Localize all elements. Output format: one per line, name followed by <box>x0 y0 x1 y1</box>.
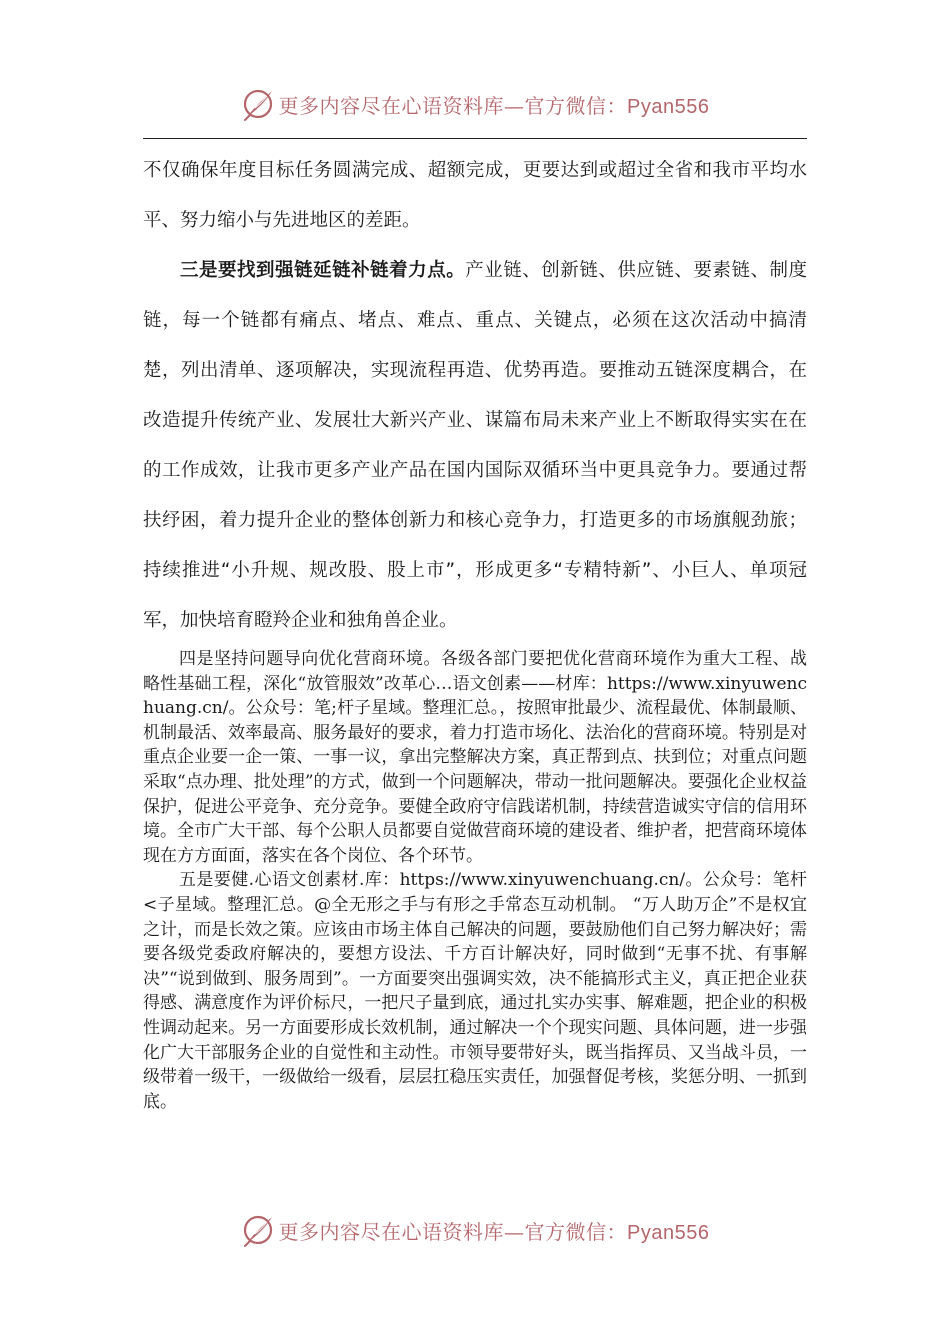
main-content-upper <box>143 146 807 646</box>
paragraph-3: 四是坚持问题导向优化营商环境。各级各部门要把优化营商环境作为重大工程、战略性基础工程，深化“放管服效”改革心…语文创素——材库：https://www.xinyuwenchuang.cn/。公众号：笔;杆子星域。整理汇总。，按照审批最少、流程最优、体制最顺、机制最活、效率最高、服务最好的要求，着力打造市场化、法治化的营商环境。特别是对重点企业要一企一策、一事一议，拿出完整解决方案，真正帮到点、扶到位；对重点问题采取“点办理、批处理”的方式，做到一个问题解决，带动一批问题解决。要强化企业权益保护，促进公平竞争、充分竞争。要健全政府守信践诺机制，持续营造诚实守信的信用环境。全市广大干部、每个公职人员都要自觉做营商环境的建设者、维护者，把营商环境体现在方方面面，落实在各个岗位、各个环节。 <box>143 649 807 866</box>
paragraph-2-text: 产业链、创新链、供应链、要素链、制度链，每一个链都有痛点、堵点、难点、重点、关键点，必须在这次活动中搞清楚，列出清单、逐项解决，实现流程再造、优势再造。要推动五链深度耦合，在改造提升传统产业、发展壮大新兴产业、谋篇布局未来产业上不断取得实实在在的工作成效，让我市更多产业产品在国内国际双循环当中更具竞争力。要通过帮扶纾困，着力提升企业的整体创新力和核心竞争力，打造更多的市场旗舰劲旅；持续推进“小升规、规改股、股上市”，形成更多“专精特新”、小巨人、单项冠军，加快培育瞪羚企业和独角兽企业。 <box>143 260 807 631</box>
header-banner <box>0 84 950 124</box>
footer-banner <box>0 1210 950 1250</box>
paragraph-2 <box>143 246 807 646</box>
paragraph-4: 五是要健.心语文创素材.库：https://www.xinyuwenchuang.cn/。公众号：笔杆<子星域。整理汇总。@全无形之手与有形之手常态互动机制。 “万人助万企”不是权宜之计，而是长效之策。应该由市场主体自己解决的问题，要鼓励他们自己努力解决好；需要各级党委政府解决的，要想方设法、千方百计解决好，同时做到“无事不扰、有事解决”“说到做到、服务周到”。一方面要突出强调实效，决不能搞形式主义，真正把企业获得感、满意度作为评价标尺，一把尺子量到底，通过扎实办实事、解难题，把企业的积极性调动起来。另一方面要形成长效机制，通过解决一个个现实问题、具体问题，进一步强化广大干部服务企业的自觉性和主动性。市领导要带好头，既当指挥员、又当战斗员，一级带着一级干，一级做给一级看，层层扛稳压实责任，加强督促考核，奖惩分明、一抓到底。 <box>143 870 807 1112</box>
header-divider <box>143 138 807 139</box>
quill-logo-icon <box>241 1213 275 1247</box>
quill-logo-icon <box>241 87 275 121</box>
paragraph-1: 不仅确保年度目标任务圆满完成、超额完成，更要达到或超过全省和我市平均水平、努力缩小与先进地区的差距。 <box>143 160 807 231</box>
footer-wechat-id: Pyan556 <box>627 1221 710 1244</box>
paragraph-2-lead: 三是要找到强链延链补链着力点。 <box>180 260 466 281</box>
footer-banner-text: 更多内容尽在心语资料库—官方微信：Pyan556 <box>278 1219 710 1244</box>
main-content-lower <box>143 647 807 1114</box>
header-wechat-id: Pyan556 <box>627 95 710 118</box>
header-banner-text: 更多内容尽在心语资料库—官方微信：Pyan556 <box>278 93 710 118</box>
